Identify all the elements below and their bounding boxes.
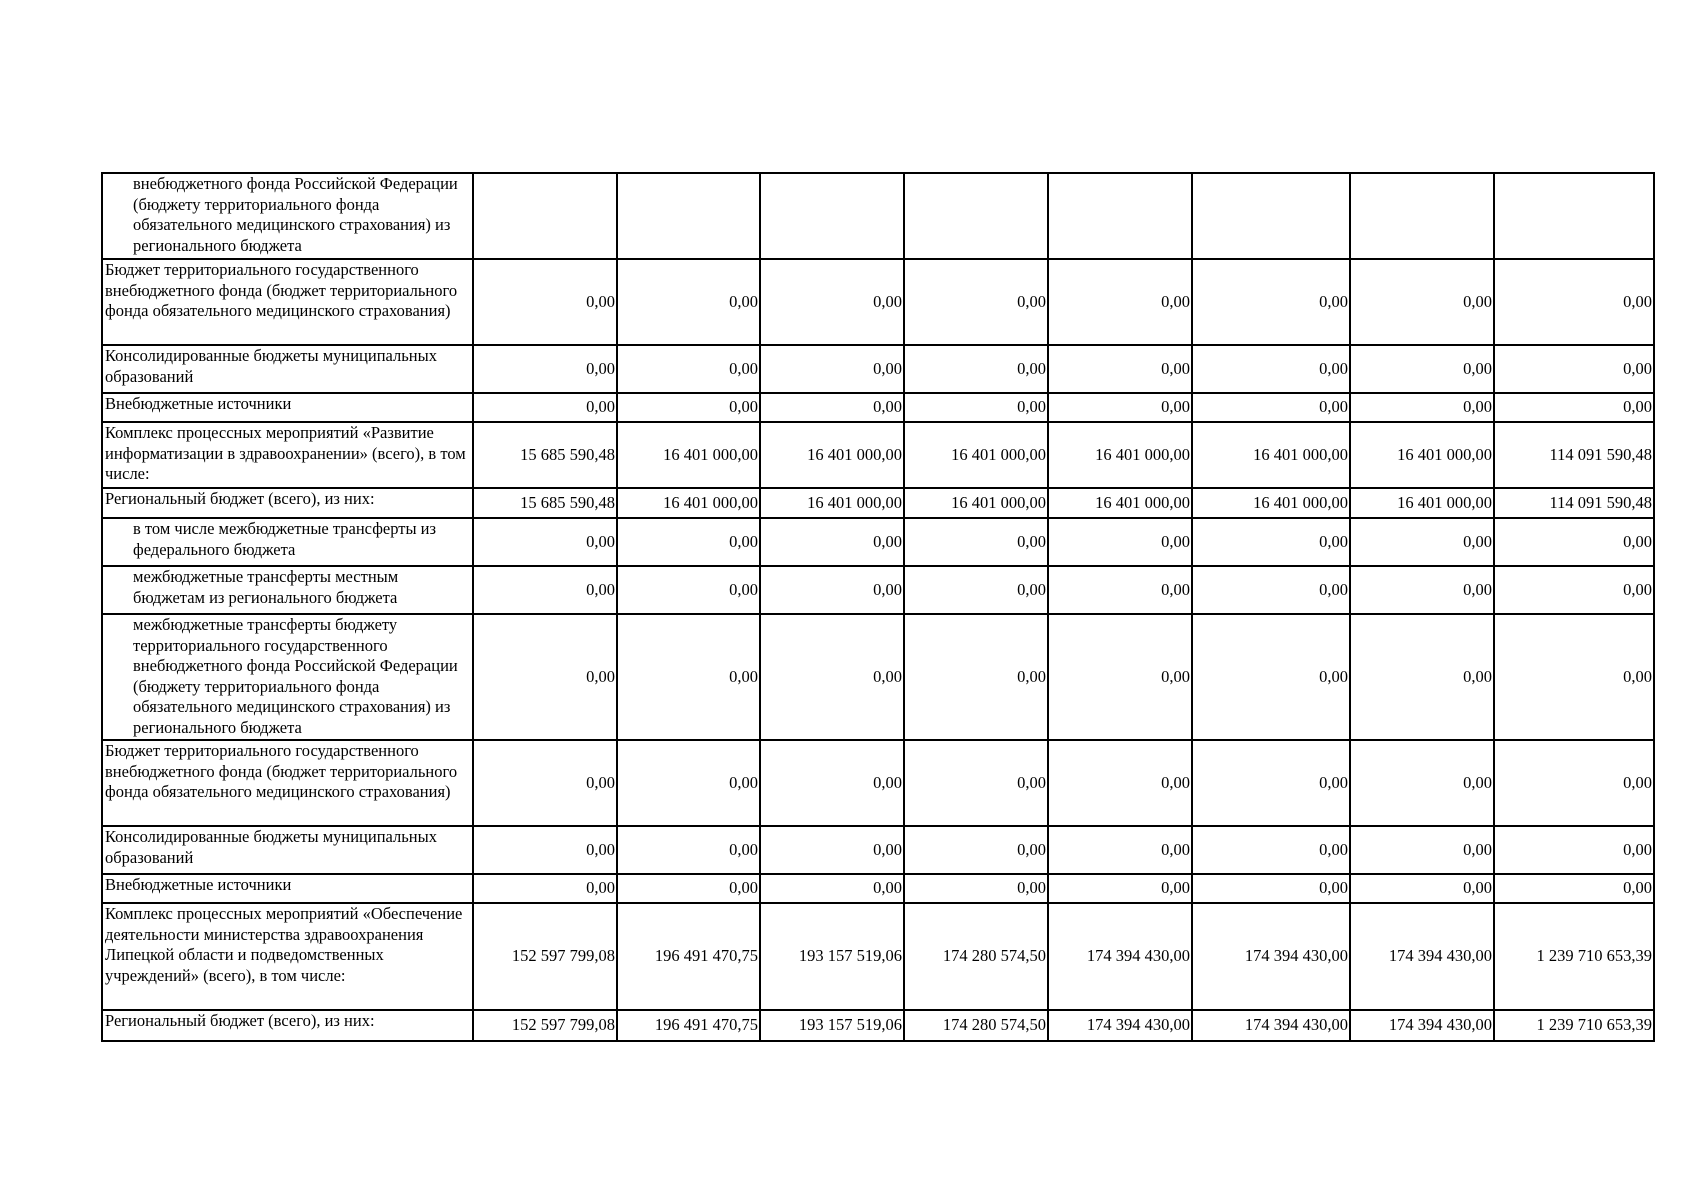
value-cell: 193 157 519,06 (760, 1010, 904, 1041)
value-cell: 0,00 (760, 614, 904, 740)
table-row (102, 614, 1654, 740)
value-cell: 0,00 (617, 566, 760, 614)
value-cell: 174 394 430,00 (1192, 903, 1350, 1010)
value-cell: 174 394 430,00 (1350, 1010, 1494, 1041)
value-cell: 0,00 (904, 393, 1048, 422)
table-body (102, 173, 1654, 1041)
value-cell: 16 401 000,00 (1048, 422, 1192, 488)
value-cell: 0,00 (617, 826, 760, 874)
value-cell (473, 173, 617, 259)
value-cell: 16 401 000,00 (1350, 488, 1494, 518)
value-cell: 0,00 (1192, 259, 1350, 345)
value-cell: 0,00 (760, 259, 904, 345)
row-label: Бюджет территориального государственного внебюджетного фонда (бюджет территориального фонда обязательного медицинского страхования) (102, 259, 473, 345)
value-cell: 0,00 (760, 566, 904, 614)
value-cell: 0,00 (1494, 874, 1654, 903)
value-cell: 152 597 799,08 (473, 1010, 617, 1041)
row-label: Региональный бюджет (всего), из них: (102, 488, 473, 518)
value-cell: 0,00 (760, 874, 904, 903)
value-cell (1192, 173, 1350, 259)
value-cell: 0,00 (1494, 393, 1654, 422)
value-cell: 174 280 574,50 (904, 903, 1048, 1010)
value-cell: 114 091 590,48 (1494, 488, 1654, 518)
value-cell: 0,00 (1192, 614, 1350, 740)
value-cell: 0,00 (1494, 518, 1654, 566)
row-label: межбюджетные трансферты бюджету территориального государственного внебюджетного фонда Российской Федерации (бюджету территориального фонда обязательного медицинского страхования) из регионального бюджета (102, 614, 473, 740)
table-row (102, 874, 1654, 903)
value-cell: 0,00 (617, 874, 760, 903)
value-cell: 0,00 (904, 345, 1048, 393)
value-cell: 0,00 (760, 826, 904, 874)
row-label: Комплекс процессных мероприятий «Обеспечение деятельности министерства здравоохранения Липецкой области и подведомственных учреждений» (всего), в том числе: (102, 903, 473, 1010)
value-cell: 15 685 590,48 (473, 488, 617, 518)
value-cell: 0,00 (760, 393, 904, 422)
value-cell: 0,00 (473, 259, 617, 345)
value-cell: 0,00 (1048, 345, 1192, 393)
value-cell: 0,00 (1350, 393, 1494, 422)
value-cell: 16 401 000,00 (617, 488, 760, 518)
value-cell: 0,00 (473, 614, 617, 740)
row-label: Бюджет территориального государственного внебюджетного фонда (бюджет территориального фонда обязательного медицинского страхования) (102, 740, 473, 826)
value-cell (1350, 173, 1494, 259)
value-cell: 16 401 000,00 (904, 422, 1048, 488)
value-cell: 0,00 (1048, 740, 1192, 826)
value-cell: 0,00 (473, 740, 617, 826)
budget-table (101, 172, 1655, 1042)
value-cell (617, 173, 760, 259)
value-cell: 0,00 (1494, 614, 1654, 740)
row-label: в том числе межбюджетные трансферты из федерального бюджета (102, 518, 473, 566)
row-label: Внебюджетные источники (102, 393, 473, 422)
value-cell: 1 239 710 653,39 (1494, 903, 1654, 1010)
table-row (102, 393, 1654, 422)
value-cell: 196 491 470,75 (617, 903, 760, 1010)
value-cell: 0,00 (1350, 740, 1494, 826)
value-cell: 0,00 (1048, 393, 1192, 422)
value-cell: 0,00 (1350, 874, 1494, 903)
value-cell: 0,00 (1048, 874, 1192, 903)
value-cell: 0,00 (760, 345, 904, 393)
value-cell: 0,00 (1350, 614, 1494, 740)
row-label: Комплекс процессных мероприятий «Развитие информатизации в здравоохранении» (всего), в том числе: (102, 422, 473, 488)
value-cell: 0,00 (1350, 259, 1494, 345)
value-cell: 0,00 (617, 345, 760, 393)
row-label: Консолидированные бюджеты муниципальных образований (102, 345, 473, 393)
value-cell: 0,00 (1048, 826, 1192, 874)
row-label: Внебюджетные источники (102, 874, 473, 903)
value-cell: 0,00 (904, 874, 1048, 903)
row-label: внебюджетного фонда Российской Федерации (бюджету территориального фонда обязательного медицинского страхования) из регионального бюджета (102, 173, 473, 259)
value-cell: 0,00 (1350, 566, 1494, 614)
table-row (102, 488, 1654, 518)
value-cell: 0,00 (617, 614, 760, 740)
value-cell: 193 157 519,06 (760, 903, 904, 1010)
table-row (102, 826, 1654, 874)
value-cell: 16 401 000,00 (904, 488, 1048, 518)
value-cell: 0,00 (617, 518, 760, 566)
value-cell: 0,00 (473, 826, 617, 874)
value-cell: 0,00 (904, 826, 1048, 874)
value-cell: 0,00 (473, 518, 617, 566)
value-cell: 0,00 (617, 259, 760, 345)
value-cell: 16 401 000,00 (760, 422, 904, 488)
value-cell: 16 401 000,00 (1048, 488, 1192, 518)
value-cell: 0,00 (1494, 259, 1654, 345)
value-cell: 0,00 (1192, 740, 1350, 826)
value-cell: 0,00 (904, 518, 1048, 566)
value-cell: 0,00 (1494, 826, 1654, 874)
value-cell: 0,00 (473, 393, 617, 422)
row-label: межбюджетные трансферты местным бюджетам из регионального бюджета (102, 566, 473, 614)
value-cell: 174 394 430,00 (1048, 1010, 1192, 1041)
value-cell: 0,00 (617, 393, 760, 422)
value-cell: 0,00 (1494, 740, 1654, 826)
value-cell (1494, 173, 1654, 259)
value-cell: 16 401 000,00 (760, 488, 904, 518)
value-cell: 174 280 574,50 (904, 1010, 1048, 1041)
value-cell: 0,00 (1350, 826, 1494, 874)
value-cell: 0,00 (1048, 566, 1192, 614)
value-cell: 0,00 (1192, 826, 1350, 874)
value-cell: 0,00 (1350, 518, 1494, 566)
value-cell: 16 401 000,00 (1192, 422, 1350, 488)
table-row (102, 518, 1654, 566)
value-cell (1048, 173, 1192, 259)
value-cell (904, 173, 1048, 259)
value-cell: 152 597 799,08 (473, 903, 617, 1010)
value-cell: 0,00 (473, 874, 617, 903)
value-cell: 0,00 (760, 740, 904, 826)
value-cell: 0,00 (1048, 518, 1192, 566)
value-cell: 114 091 590,48 (1494, 422, 1654, 488)
table-row (102, 903, 1654, 1010)
value-cell: 196 491 470,75 (617, 1010, 760, 1041)
table-row (102, 259, 1654, 345)
value-cell: 16 401 000,00 (617, 422, 760, 488)
value-cell (760, 173, 904, 259)
table-row (102, 1010, 1654, 1041)
row-label: Консолидированные бюджеты муниципальных образований (102, 826, 473, 874)
value-cell: 0,00 (1192, 518, 1350, 566)
value-cell: 0,00 (1048, 614, 1192, 740)
table-row (102, 345, 1654, 393)
value-cell: 16 401 000,00 (1192, 488, 1350, 518)
value-cell: 0,00 (1494, 566, 1654, 614)
value-cell: 174 394 430,00 (1192, 1010, 1350, 1041)
value-cell: 0,00 (904, 614, 1048, 740)
value-cell: 0,00 (760, 518, 904, 566)
value-cell: 0,00 (1192, 345, 1350, 393)
table-row (102, 740, 1654, 826)
value-cell: 174 394 430,00 (1350, 903, 1494, 1010)
value-cell: 0,00 (904, 740, 1048, 826)
value-cell: 1 239 710 653,39 (1494, 1010, 1654, 1041)
value-cell: 0,00 (904, 566, 1048, 614)
table-row (102, 566, 1654, 614)
table-row (102, 422, 1654, 488)
value-cell: 174 394 430,00 (1048, 903, 1192, 1010)
value-cell: 0,00 (617, 740, 760, 826)
value-cell: 16 401 000,00 (1350, 422, 1494, 488)
value-cell: 0,00 (473, 345, 617, 393)
table-row (102, 173, 1654, 259)
value-cell: 0,00 (1192, 874, 1350, 903)
value-cell: 0,00 (1350, 345, 1494, 393)
value-cell: 15 685 590,48 (473, 422, 617, 488)
value-cell: 0,00 (1494, 345, 1654, 393)
row-label: Региональный бюджет (всего), из них: (102, 1010, 473, 1041)
value-cell: 0,00 (904, 259, 1048, 345)
value-cell: 0,00 (1192, 566, 1350, 614)
value-cell: 0,00 (1192, 393, 1350, 422)
value-cell: 0,00 (473, 566, 617, 614)
value-cell: 0,00 (1048, 259, 1192, 345)
